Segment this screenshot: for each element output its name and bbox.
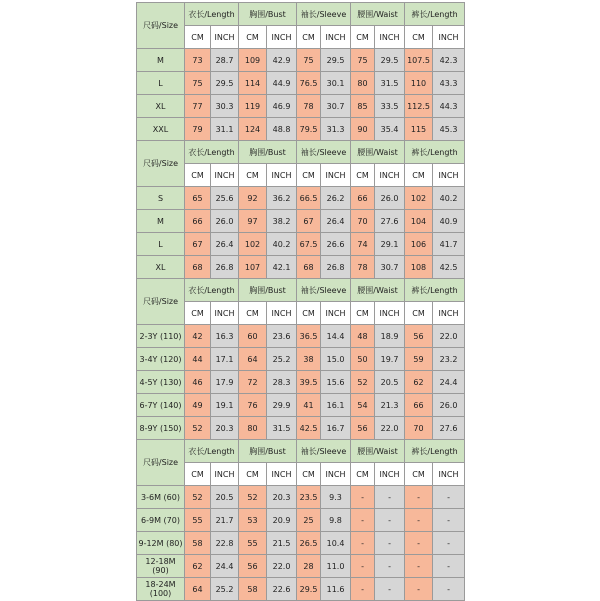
cm-value-cell: -: [405, 578, 433, 601]
inch-value-cell: 29.9: [267, 394, 297, 417]
cm-value-cell: 107.5: [405, 49, 433, 72]
inch-value-cell: 29.5: [375, 49, 405, 72]
size-label-cell: XL: [137, 95, 185, 118]
unit-inch-label: INCH: [211, 26, 239, 49]
section-0-unit-row: [137, 26, 465, 49]
inch-value-cell: 16.7: [321, 417, 351, 440]
inch-value-cell: 26.2: [321, 187, 351, 210]
inch-value-cell: 36.2: [267, 187, 297, 210]
cm-value-cell: 49: [185, 394, 211, 417]
unit-cm-label: CM: [297, 463, 321, 486]
unit-cm-label: CM: [239, 164, 267, 187]
unit-cm-label: CM: [405, 26, 433, 49]
cm-value-cell: 68: [185, 256, 211, 279]
size-label-cell: 9-12M (80): [137, 532, 185, 555]
unit-inch-label: INCH: [267, 26, 297, 49]
cm-value-cell: 70: [405, 417, 433, 440]
table-row: [137, 532, 465, 555]
cm-value-cell: 67: [297, 210, 321, 233]
table-row: [137, 72, 465, 95]
unit-cm-label: CM: [185, 302, 211, 325]
unit-cm-label: CM: [239, 26, 267, 49]
inch-value-cell: 22.0: [433, 325, 465, 348]
section-1-unit-row: [137, 164, 465, 187]
table-row: [137, 509, 465, 532]
size-label-cell: XXL: [137, 118, 185, 141]
inch-value-cell: 20.5: [211, 486, 239, 509]
cm-value-cell: 60: [239, 325, 267, 348]
inch-value-cell: 26.4: [211, 233, 239, 256]
cm-value-cell: 76: [239, 394, 267, 417]
inch-value-cell: -: [375, 578, 405, 601]
inch-value-cell: 41.7: [433, 233, 465, 256]
size-label-cell: 8-9Y (150): [137, 417, 185, 440]
measure-column-header: 胸围/Bust: [239, 440, 297, 463]
section-3-unit-row: [137, 463, 465, 486]
table-row: [137, 95, 465, 118]
cm-value-cell: 56: [351, 417, 375, 440]
inch-value-cell: 29.5: [211, 72, 239, 95]
inch-value-cell: 23.6: [267, 325, 297, 348]
cm-value-cell: 75: [297, 49, 321, 72]
cm-value-cell: 90: [351, 118, 375, 141]
measure-column-header: 衣长/Length: [185, 3, 239, 26]
cm-value-cell: 46: [185, 371, 211, 394]
table-row: [137, 49, 465, 72]
cm-value-cell: 108: [405, 256, 433, 279]
measure-column-header: 腰围/Waist: [351, 141, 405, 164]
unit-inch-label: INCH: [375, 302, 405, 325]
unit-inch-label: INCH: [321, 302, 351, 325]
unit-cm-label: CM: [351, 164, 375, 187]
section-1-header-row: [137, 141, 465, 164]
cm-value-cell: 64: [239, 348, 267, 371]
cm-value-cell: 65: [185, 187, 211, 210]
unit-inch-label: INCH: [321, 463, 351, 486]
cm-value-cell: 55: [185, 509, 211, 532]
cm-value-cell: -: [405, 555, 433, 578]
unit-cm-label: CM: [405, 302, 433, 325]
cm-value-cell: 55: [239, 532, 267, 555]
inch-value-cell: 26.0: [375, 187, 405, 210]
measure-column-header: 腰围/Waist: [351, 440, 405, 463]
unit-inch-label: INCH: [211, 302, 239, 325]
inch-value-cell: 25.6: [211, 187, 239, 210]
cm-value-cell: 66: [405, 394, 433, 417]
cm-value-cell: 38: [297, 348, 321, 371]
unit-cm-label: CM: [351, 26, 375, 49]
cm-value-cell: 79: [185, 118, 211, 141]
inch-value-cell: 35.4: [375, 118, 405, 141]
inch-value-cell: 22.0: [375, 417, 405, 440]
inch-value-cell: -: [375, 532, 405, 555]
cm-value-cell: 110: [405, 72, 433, 95]
size-label-cell: 12-18M (90): [137, 555, 185, 578]
measure-column-header: 裤长/Length: [405, 141, 465, 164]
cm-value-cell: 42.5: [297, 417, 321, 440]
unit-inch-label: INCH: [267, 164, 297, 187]
cm-value-cell: 52: [351, 371, 375, 394]
cm-value-cell: 39.5: [297, 371, 321, 394]
cm-value-cell: 58: [239, 578, 267, 601]
inch-value-cell: -: [433, 578, 465, 601]
cm-value-cell: 92: [239, 187, 267, 210]
cm-value-cell: 78: [297, 95, 321, 118]
unit-inch-label: INCH: [433, 164, 465, 187]
unit-cm-label: CM: [297, 164, 321, 187]
size-label-cell: M: [137, 210, 185, 233]
inch-value-cell: 26.0: [433, 394, 465, 417]
cm-value-cell: 62: [185, 555, 211, 578]
measure-column-header: 腰围/Waist: [351, 3, 405, 26]
inch-value-cell: 28.3: [267, 371, 297, 394]
chart-body: [137, 3, 465, 601]
table-row: [137, 394, 465, 417]
inch-value-cell: 21.3: [375, 394, 405, 417]
measure-column-header: 衣长/Length: [185, 141, 239, 164]
inch-value-cell: 21.5: [267, 532, 297, 555]
inch-value-cell: 44.9: [267, 72, 297, 95]
measure-column-header: 衣长/Length: [185, 440, 239, 463]
unit-inch-label: INCH: [375, 164, 405, 187]
measure-column-header: 胸围/Bust: [239, 141, 297, 164]
cm-value-cell: 104: [405, 210, 433, 233]
inch-value-cell: 40.2: [433, 187, 465, 210]
inch-value-cell: 9.8: [321, 509, 351, 532]
table-row: [137, 210, 465, 233]
cm-value-cell: -: [351, 486, 375, 509]
cm-value-cell: 75: [351, 49, 375, 72]
inch-value-cell: 15.6: [321, 371, 351, 394]
cm-value-cell: 107: [239, 256, 267, 279]
measure-column-header: 胸围/Bust: [239, 3, 297, 26]
size-column-header: 尺码/Size: [137, 3, 185, 49]
cm-value-cell: 41: [297, 394, 321, 417]
cm-value-cell: 56: [405, 325, 433, 348]
measure-column-header: 胸围/Bust: [239, 279, 297, 302]
inch-value-cell: 23.2: [433, 348, 465, 371]
table-row: [137, 256, 465, 279]
cm-value-cell: 28: [297, 555, 321, 578]
measure-column-header: 衣长/Length: [185, 279, 239, 302]
cm-value-cell: 97: [239, 210, 267, 233]
section-3-header-row: [137, 440, 465, 463]
inch-value-cell: 15.0: [321, 348, 351, 371]
measure-column-header: 裤长/Length: [405, 440, 465, 463]
inch-value-cell: 25.2: [267, 348, 297, 371]
unit-inch-label: INCH: [375, 463, 405, 486]
unit-cm-label: CM: [297, 302, 321, 325]
unit-cm-label: CM: [297, 26, 321, 49]
inch-value-cell: 29.5: [321, 49, 351, 72]
inch-value-cell: 26.8: [211, 256, 239, 279]
cm-value-cell: 23.5: [297, 486, 321, 509]
inch-value-cell: 42.5: [433, 256, 465, 279]
table-row: [137, 187, 465, 210]
cm-value-cell: 70: [351, 210, 375, 233]
inch-value-cell: 26.0: [211, 210, 239, 233]
unit-inch-label: INCH: [321, 26, 351, 49]
cm-value-cell: -: [351, 509, 375, 532]
inch-value-cell: 48.8: [267, 118, 297, 141]
cm-value-cell: 106: [405, 233, 433, 256]
unit-inch-label: INCH: [433, 463, 465, 486]
unit-inch-label: INCH: [375, 26, 405, 49]
cm-value-cell: 50: [351, 348, 375, 371]
inch-value-cell: -: [433, 509, 465, 532]
cm-value-cell: 109: [239, 49, 267, 72]
inch-value-cell: 26.6: [321, 233, 351, 256]
inch-value-cell: 27.6: [433, 417, 465, 440]
cm-value-cell: 77: [185, 95, 211, 118]
inch-value-cell: -: [375, 486, 405, 509]
unit-cm-label: CM: [405, 164, 433, 187]
inch-value-cell: 26.8: [321, 256, 351, 279]
inch-value-cell: -: [433, 532, 465, 555]
table-row: [137, 118, 465, 141]
cm-value-cell: 124: [239, 118, 267, 141]
unit-inch-label: INCH: [321, 164, 351, 187]
cm-value-cell: 72: [239, 371, 267, 394]
size-label-cell: M: [137, 49, 185, 72]
inch-value-cell: 44.3: [433, 95, 465, 118]
table-row: [137, 371, 465, 394]
cm-value-cell: 48: [351, 325, 375, 348]
inch-value-cell: 18.9: [375, 325, 405, 348]
size-column-header: 尺码/Size: [137, 279, 185, 325]
cm-value-cell: 76.5: [297, 72, 321, 95]
inch-value-cell: 25.2: [211, 578, 239, 601]
cm-value-cell: 58: [185, 532, 211, 555]
inch-value-cell: 24.4: [433, 371, 465, 394]
measure-column-header: 裤长/Length: [405, 279, 465, 302]
table-row: [137, 348, 465, 371]
size-label-cell: 6-7Y (140): [137, 394, 185, 417]
cm-value-cell: 68: [297, 256, 321, 279]
cm-value-cell: -: [351, 578, 375, 601]
cm-value-cell: 66: [351, 187, 375, 210]
cm-value-cell: 52: [239, 486, 267, 509]
cm-value-cell: 36.5: [297, 325, 321, 348]
inch-value-cell: 20.9: [267, 509, 297, 532]
cm-value-cell: 78: [351, 256, 375, 279]
cm-value-cell: 74: [351, 233, 375, 256]
cm-value-cell: -: [351, 555, 375, 578]
cm-value-cell: 80: [239, 417, 267, 440]
size-label-cell: 6-9M (70): [137, 509, 185, 532]
cm-value-cell: 25: [297, 509, 321, 532]
table-row: [137, 555, 465, 578]
cm-value-cell: 80: [351, 72, 375, 95]
inch-value-cell: -: [375, 509, 405, 532]
inch-value-cell: 22.8: [211, 532, 239, 555]
cm-value-cell: 42: [185, 325, 211, 348]
inch-value-cell: 16.3: [211, 325, 239, 348]
unit-cm-label: CM: [239, 302, 267, 325]
cm-value-cell: 102: [405, 187, 433, 210]
section-2-header-row: [137, 279, 465, 302]
inch-value-cell: 21.7: [211, 509, 239, 532]
inch-value-cell: 9.3: [321, 486, 351, 509]
inch-value-cell: 33.5: [375, 95, 405, 118]
size-chart-table: [136, 2, 465, 601]
inch-value-cell: 11.6: [321, 578, 351, 601]
cm-value-cell: 62: [405, 371, 433, 394]
inch-value-cell: 42.3: [433, 49, 465, 72]
cm-value-cell: 85: [351, 95, 375, 118]
inch-value-cell: 31.5: [267, 417, 297, 440]
measure-column-header: 袖长/Sleeve: [297, 141, 351, 164]
unit-inch-label: INCH: [433, 302, 465, 325]
inch-value-cell: 22.0: [267, 555, 297, 578]
unit-inch-label: INCH: [211, 164, 239, 187]
cm-value-cell: 59: [405, 348, 433, 371]
inch-value-cell: 30.3: [211, 95, 239, 118]
size-label-cell: 3-6M (60): [137, 486, 185, 509]
cm-value-cell: -: [351, 532, 375, 555]
inch-value-cell: 42.1: [267, 256, 297, 279]
inch-value-cell: 31.1: [211, 118, 239, 141]
cm-value-cell: 112.5: [405, 95, 433, 118]
measure-column-header: 腰围/Waist: [351, 279, 405, 302]
inch-value-cell: -: [375, 555, 405, 578]
section-2-unit-row: [137, 302, 465, 325]
unit-cm-label: CM: [185, 164, 211, 187]
inch-value-cell: 20.5: [375, 371, 405, 394]
size-column-header: 尺码/Size: [137, 141, 185, 187]
unit-inch-label: INCH: [267, 463, 297, 486]
cm-value-cell: -: [405, 509, 433, 532]
cm-value-cell: -: [405, 486, 433, 509]
cm-value-cell: 56: [239, 555, 267, 578]
unit-inch-label: INCH: [211, 463, 239, 486]
cm-value-cell: 66: [185, 210, 211, 233]
unit-cm-label: CM: [405, 463, 433, 486]
size-label-cell: 3-4Y (120): [137, 348, 185, 371]
inch-value-cell: 30.1: [321, 72, 351, 95]
inch-value-cell: 40.2: [267, 233, 297, 256]
unit-cm-label: CM: [351, 463, 375, 486]
inch-value-cell: 19.7: [375, 348, 405, 371]
inch-value-cell: 43.3: [433, 72, 465, 95]
unit-cm-label: CM: [185, 26, 211, 49]
size-label-cell: 4-5Y (130): [137, 371, 185, 394]
inch-value-cell: 29.1: [375, 233, 405, 256]
measure-column-header: 袖长/Sleeve: [297, 279, 351, 302]
table-row: [137, 325, 465, 348]
measure-column-header: 袖长/Sleeve: [297, 440, 351, 463]
inch-value-cell: 22.6: [267, 578, 297, 601]
size-label-cell: 2-3Y (110): [137, 325, 185, 348]
table-row: [137, 486, 465, 509]
inch-value-cell: 42.9: [267, 49, 297, 72]
size-label-cell: L: [137, 233, 185, 256]
inch-value-cell: 31.5: [375, 72, 405, 95]
inch-value-cell: 19.1: [211, 394, 239, 417]
table-row: [137, 578, 465, 601]
table-row: [137, 417, 465, 440]
unit-inch-label: INCH: [267, 302, 297, 325]
size-label-cell: L: [137, 72, 185, 95]
cm-value-cell: -: [405, 532, 433, 555]
inch-value-cell: 17.9: [211, 371, 239, 394]
size-label-cell: 18-24M (100): [137, 578, 185, 601]
inch-value-cell: 45.3: [433, 118, 465, 141]
cm-value-cell: 66.5: [297, 187, 321, 210]
inch-value-cell: 26.4: [321, 210, 351, 233]
cm-value-cell: 64: [185, 578, 211, 601]
cm-value-cell: 114: [239, 72, 267, 95]
inch-value-cell: 30.7: [321, 95, 351, 118]
cm-value-cell: 102: [239, 233, 267, 256]
inch-value-cell: 24.4: [211, 555, 239, 578]
size-label-cell: S: [137, 187, 185, 210]
unit-cm-label: CM: [351, 302, 375, 325]
measure-column-header: 裤长/Length: [405, 3, 465, 26]
inch-value-cell: 30.7: [375, 256, 405, 279]
cm-value-cell: 54: [351, 394, 375, 417]
inch-value-cell: 17.1: [211, 348, 239, 371]
table-row: [137, 233, 465, 256]
inch-value-cell: 28.7: [211, 49, 239, 72]
cm-value-cell: 53: [239, 509, 267, 532]
cm-value-cell: 73: [185, 49, 211, 72]
unit-cm-label: CM: [239, 463, 267, 486]
cm-value-cell: 44: [185, 348, 211, 371]
measure-column-header: 袖长/Sleeve: [297, 3, 351, 26]
inch-value-cell: 10.4: [321, 532, 351, 555]
inch-value-cell: 11.0: [321, 555, 351, 578]
unit-cm-label: CM: [185, 463, 211, 486]
cm-value-cell: 75: [185, 72, 211, 95]
inch-value-cell: 38.2: [267, 210, 297, 233]
cm-value-cell: 119: [239, 95, 267, 118]
inch-value-cell: -: [433, 486, 465, 509]
section-0-header-row: [137, 3, 465, 26]
inch-value-cell: 27.6: [375, 210, 405, 233]
cm-value-cell: 67.5: [297, 233, 321, 256]
size-label-cell: XL: [137, 256, 185, 279]
inch-value-cell: 40.9: [433, 210, 465, 233]
inch-value-cell: 14.4: [321, 325, 351, 348]
inch-value-cell: 31.3: [321, 118, 351, 141]
cm-value-cell: 67: [185, 233, 211, 256]
inch-value-cell: 16.1: [321, 394, 351, 417]
inch-value-cell: 46.9: [267, 95, 297, 118]
inch-value-cell: 20.3: [211, 417, 239, 440]
cm-value-cell: 115: [405, 118, 433, 141]
inch-value-cell: 20.3: [267, 486, 297, 509]
cm-value-cell: 79.5: [297, 118, 321, 141]
inch-value-cell: -: [433, 555, 465, 578]
cm-value-cell: 52: [185, 417, 211, 440]
size-column-header: 尺码/Size: [137, 440, 185, 486]
unit-inch-label: INCH: [433, 26, 465, 49]
cm-value-cell: 26.5: [297, 532, 321, 555]
cm-value-cell: 52: [185, 486, 211, 509]
cm-value-cell: 29.5: [297, 578, 321, 601]
